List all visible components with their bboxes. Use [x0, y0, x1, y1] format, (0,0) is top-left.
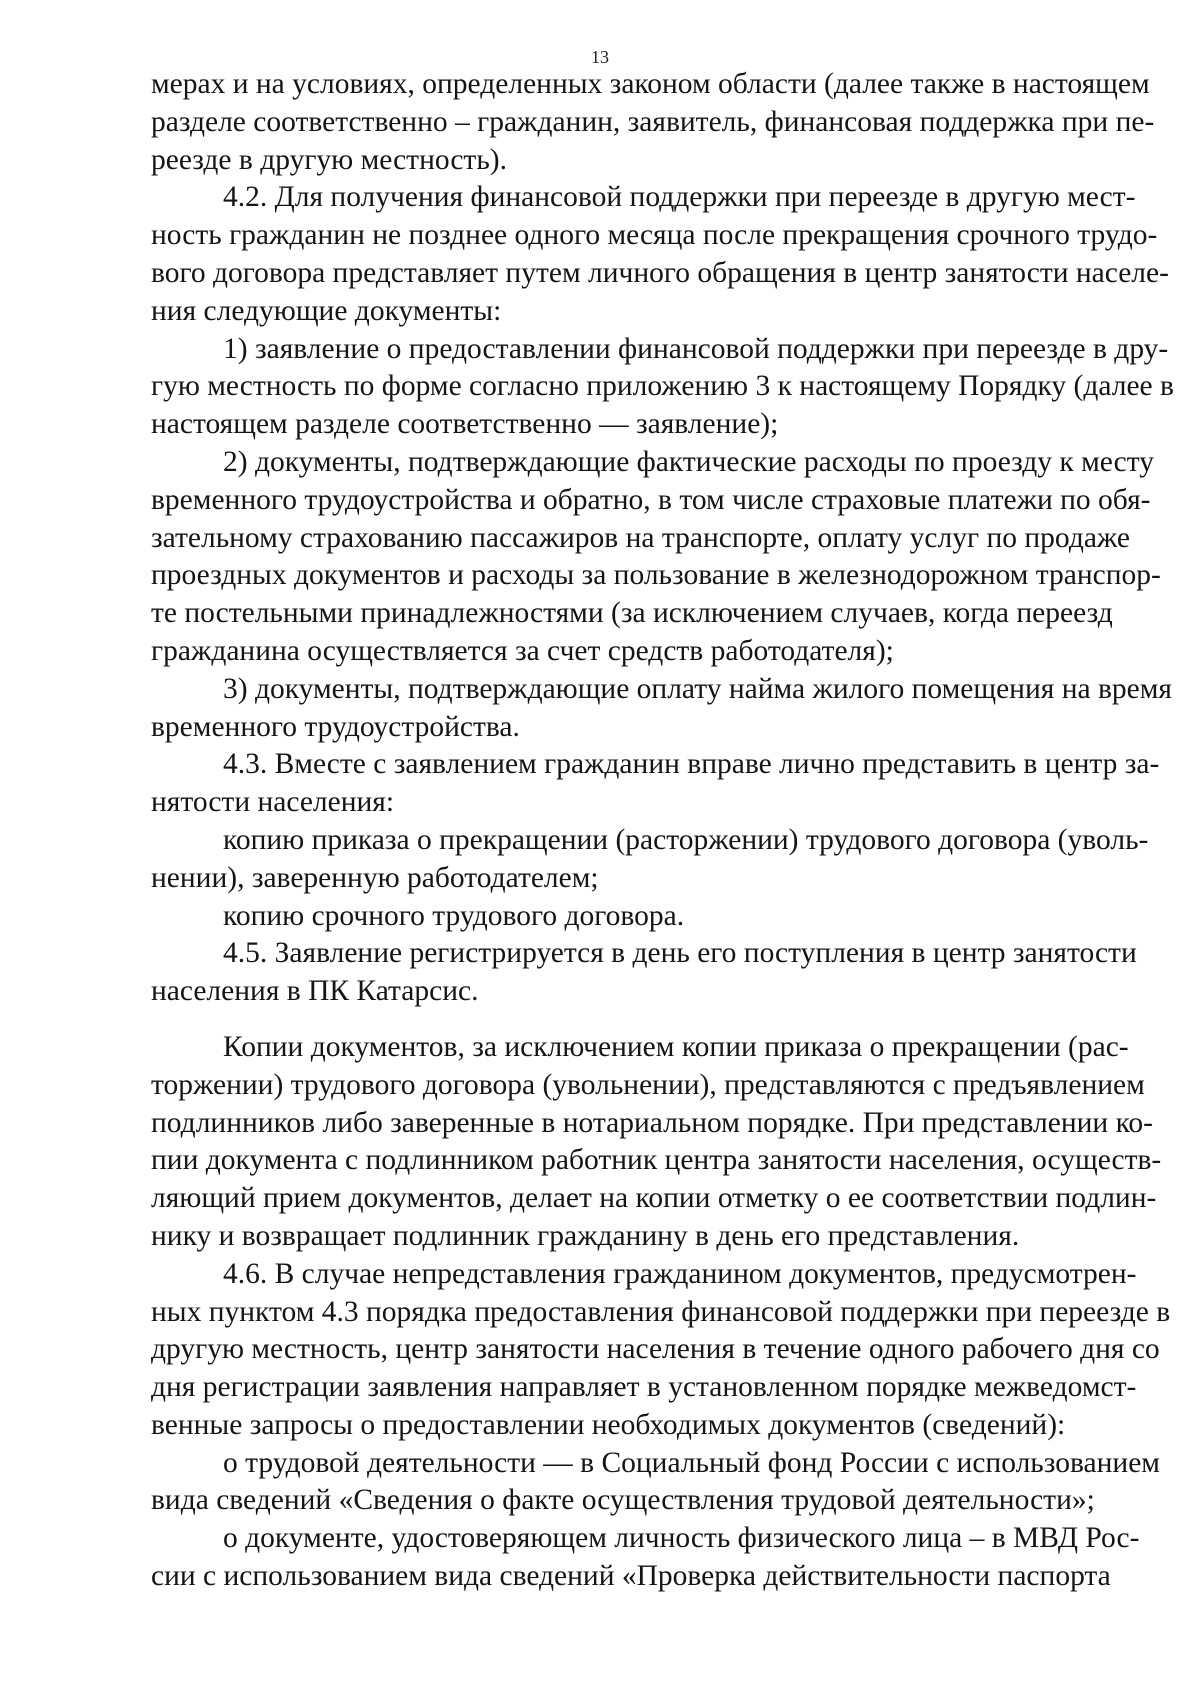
text-line: реезде в другую местность).: [151, 143, 507, 176]
text-line: сии с использованием вида сведений «Проверка действительности паспорта: [151, 1560, 1111, 1593]
paragraph-p-identity: [151, 1520, 1140, 1596]
text-line: другую местность, центр занятости населения в течение одного рабочего дня со: [151, 1333, 1160, 1366]
paragraph-p-4-3: [151, 746, 1160, 822]
text-line: нику и возвращает подлинник гражданину в день его представления.: [151, 1219, 1020, 1252]
paragraph-p-4-6: [151, 1256, 1171, 1445]
text-line: подлинников либо заверенные в нотариальном порядке. При представлении ко-: [151, 1106, 1153, 1139]
text-line: мерах и на условиях, определенных законом области (далее также в настоящем: [151, 68, 1150, 100]
text-line: проездных документов и расходы за пользование в железнодорожном транспор-: [151, 559, 1161, 592]
text-line: населения в ПК Катарсис.: [151, 975, 479, 1008]
text-line: торжении) трудового договора (увольнении), представляются с предъявлением: [151, 1068, 1145, 1101]
text-line: 4.2. Для получения финансовой поддержки при переезде в другую мест-: [223, 181, 1136, 214]
text-line: разделе соответственно – гражданин, заявитель, финансовая поддержка при пе-: [151, 105, 1155, 138]
text-line: вида сведений «Сведения о факте осуществления трудовой деятельности»;: [151, 1484, 1095, 1517]
document-body: [151, 66, 1174, 1596]
paragraph-p-copies: [151, 1029, 1162, 1256]
text-line: о документе, удостоверяющем личность физического лица – в МВД Рос-: [223, 1522, 1140, 1555]
text-line: те постельными принадлежностями (за исключением случаев, когда переезд: [151, 597, 1113, 630]
text-line: временного трудоустройства.: [151, 710, 520, 743]
text-line: ных пунктом 4.3 порядка предоставления финансовой поддержки при переезде в: [151, 1295, 1171, 1328]
text-line: венные запросы о предоставлении необходимых документов (сведений):: [151, 1408, 1066, 1441]
text-line: 4.6. В случае непредставления гражданином документов, предусмотрен-: [223, 1257, 1137, 1290]
text-line: 3) документы, подтверждающие оплату найма жилого помещения на время: [223, 672, 1172, 705]
paragraph-p-item-3: [151, 671, 1172, 747]
text-line: дня регистрации заявления направляет в установленном порядке межведомст-: [151, 1371, 1137, 1404]
text-line: нятости населения:: [151, 786, 395, 819]
paragraph-p-4-2: [151, 179, 1169, 330]
text-line: гую местность по форме согласно приложению 3 к настоящему Порядку (далее в: [151, 370, 1174, 403]
text-line: нении), заверенную работодателем;: [151, 861, 599, 894]
text-line: гражданина осуществляется за счет средств работодателя);: [151, 634, 894, 667]
text-line: вого договора представляет путем личного обращения в центр занятости населе-: [151, 256, 1169, 289]
text-line: временного трудоустройства и обратно, в том числе страховые платежи по обя-: [151, 483, 1151, 516]
text-line: 4.5. Заявление регистрируется в день его поступления в центр занятости: [223, 937, 1137, 970]
paragraph-p-copy-order: [151, 822, 1149, 898]
paragraph-p-continuation: [151, 66, 1155, 179]
text-line: Копии документов, за исключением копии приказа о прекращении (рас-: [223, 1030, 1129, 1063]
paragraph-p-4-5: [151, 935, 1137, 1011]
text-line: копию приказа о прекращении (расторжении) трудового договора (уволь-: [223, 823, 1149, 856]
paragraph-p-labor: [151, 1445, 1160, 1521]
paragraph-p-copy-contract: [151, 898, 1061, 936]
text-line: настоящем разделе соответственно — заявление);: [151, 408, 779, 441]
paragraph-p-item-1: [151, 331, 1174, 444]
text-line: ность гражданин не позднее одного месяца после прекращения срочного трудо-: [151, 219, 1158, 252]
text-line: копию срочного трудового договора.: [223, 899, 685, 932]
paragraph-p-item-2: [151, 444, 1161, 671]
text-line: 1) заявление о предоставлении финансовой поддержки при переезде в дру-: [223, 332, 1169, 365]
text-line: о трудовой деятельности — в Социальный фонд России с использованием: [223, 1446, 1160, 1479]
text-line: пии документа с подлинником работник центра занятости населения, осуществ-: [151, 1144, 1162, 1177]
page-number: 13: [591, 47, 609, 67]
text-line: 4.3. Вместе с заявлением гражданин вправе лично представить в центр за-: [223, 748, 1160, 781]
text-line: зательному страхованию пассажиров на транспорте, оплату услуг по продаже: [151, 521, 1131, 554]
text-line: ляющий прием документов, делает на копии отметку о ее соответствии подлин-: [151, 1182, 1157, 1215]
text-line: 2) документы, подтверждающие фактические расходы по проезду к месту: [223, 445, 1154, 478]
text-line: ния следующие документы:: [151, 294, 502, 327]
